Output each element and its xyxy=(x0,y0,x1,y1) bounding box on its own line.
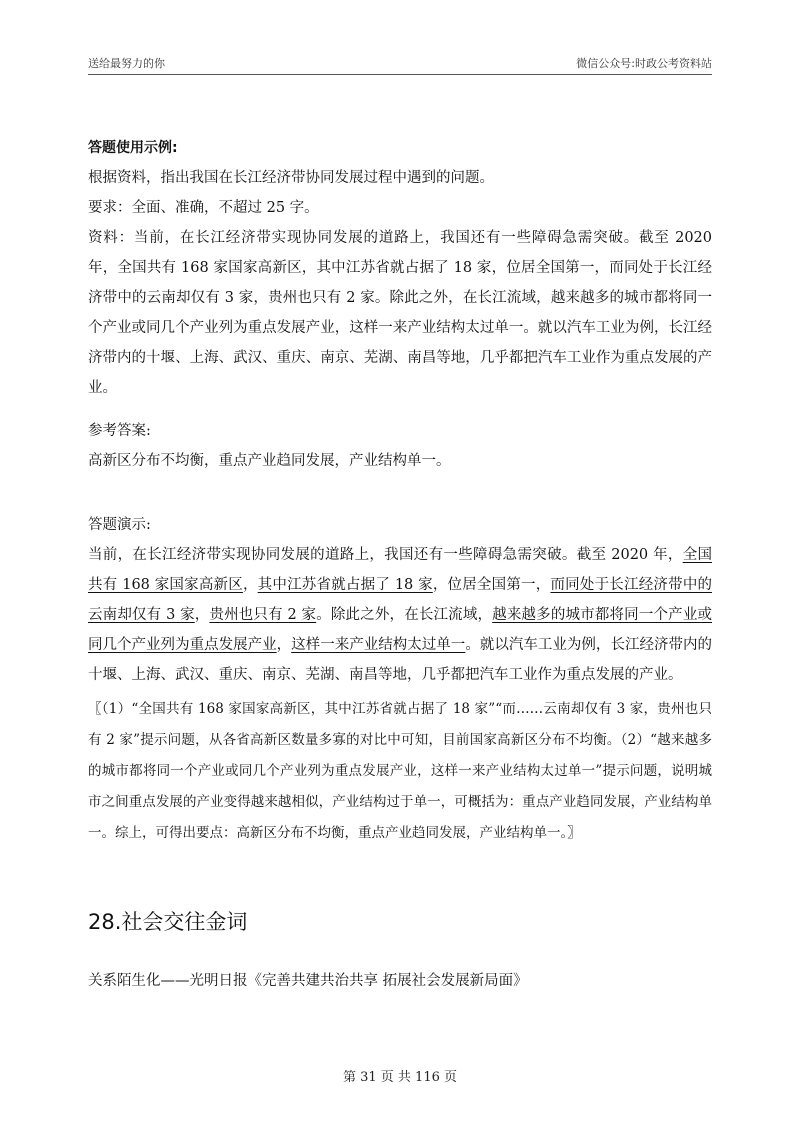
page-header xyxy=(88,52,712,75)
demo-underlined-segment: 贵州也只有 2 家 xyxy=(209,607,317,623)
example-requirement: 要求：全面、准确，不超过 25 字。 xyxy=(88,200,319,216)
demo-underlined-segment: 全国共有 168 家国家高新区 xyxy=(88,547,712,593)
example-heading: 答题使用示例: xyxy=(88,140,178,156)
demo-text-segment: 。除此之外，在长江流域， xyxy=(316,607,493,623)
reference-block xyxy=(88,416,712,476)
page-number: 第 31 页 共 116 页 xyxy=(342,1070,458,1085)
example-question: 根据资料，指出我国在长江经济带协同发展过程中遇到的问题。 xyxy=(88,170,494,186)
demo-underlined-segment: 而同处于长江经济带中的云南却仅有 3 家 xyxy=(88,577,713,623)
reference-answer: 高新区分布不均衡，重点产业趋同发展，产业结构单一。 xyxy=(88,453,451,469)
header-slogan: 送给最努力的你 xyxy=(88,57,165,70)
demo-text-segment: ，位居全国第一， xyxy=(432,577,551,593)
header-wechat-account: 微信公众号:时政公考资料站 xyxy=(576,57,712,70)
demo-text-segment: ， xyxy=(242,577,258,593)
demo-underlined-segment: 其中江苏省就占据了 18 家 xyxy=(257,577,433,593)
demo-block xyxy=(88,510,712,849)
demo-text-segment: 。就以汽车工业为例，长江经济带内的十堰、上海、武汉、重庆、南京、芜湖、南昌等地，几乎都把汽车工业作为重点发展的产业。 xyxy=(88,637,713,683)
section-line: 关系陌生化——光明日报《完善共建共治共享 拓展社会发展新局面》 xyxy=(88,973,528,989)
demo-annotated-text xyxy=(88,540,712,690)
demo-underlined-segment: 越来越多的城市都将同一个产业或同几个产业列为重点发展产业 xyxy=(88,607,712,653)
section-body xyxy=(88,966,712,996)
demo-text-segment: 当前，在长江经济带实现协同发展的道路上，我国还有一些障碍急需突破。截至 2020 年， xyxy=(88,547,683,563)
demo-text-segment: ， xyxy=(276,637,292,653)
demo-explanation: 〖（1）“全国共有 168 家国家高新区，其中江苏省就占据了 18 家”“而……云南却仅有 3 家，贵州也只有 2 家”提示问题，从各省高新区数量多寡的对比中可知，目前国家高新区分布不均衡。（2）“越来越多的城市都将同一个产业或同几个产业列为重点发展产业，这样一来产业结构太过单一”提示问题，说明城市之间重点发展的产业变得越来越相似，产业结构过于单一，可概括为：重点产业趋同发展，产业结构单一。综上，可得出要点：高新区分布不均衡，重点产业趋同发展，产业结构单一。〗 xyxy=(88,701,712,841)
reference-heading: 参考答案: xyxy=(88,423,151,439)
example-block xyxy=(88,133,712,403)
demo-text-segment: ， xyxy=(194,607,210,623)
demo-heading: 答题演示: xyxy=(88,517,151,533)
section-title: 28.社会交往金词 xyxy=(88,910,248,934)
demo-underlined-segment: 这样一来产业结构太过单一 xyxy=(291,637,466,653)
example-material: 资料：当前，在长江经济带实现协同发展的道路上，我国还有一些障碍急需突破。截至 2020 年，全国共有 168 家国家高新区，其中江苏省就占据了 18 家，位居全国第一，而同处于长江经济带中的云南却仅有 3 家，贵州也只有 2 家。除此之外，在长江流域，越来越多的城市都将同一个产业或同几个产业列为重点发展产业，这样一来产业结构太过单一。就以汽车工业为例，长江经济带内的十堰、上海、武汉、重庆、南京、芜湖、南昌等地，几乎都把汽车工业作为重点发展的产业。 xyxy=(88,230,712,396)
